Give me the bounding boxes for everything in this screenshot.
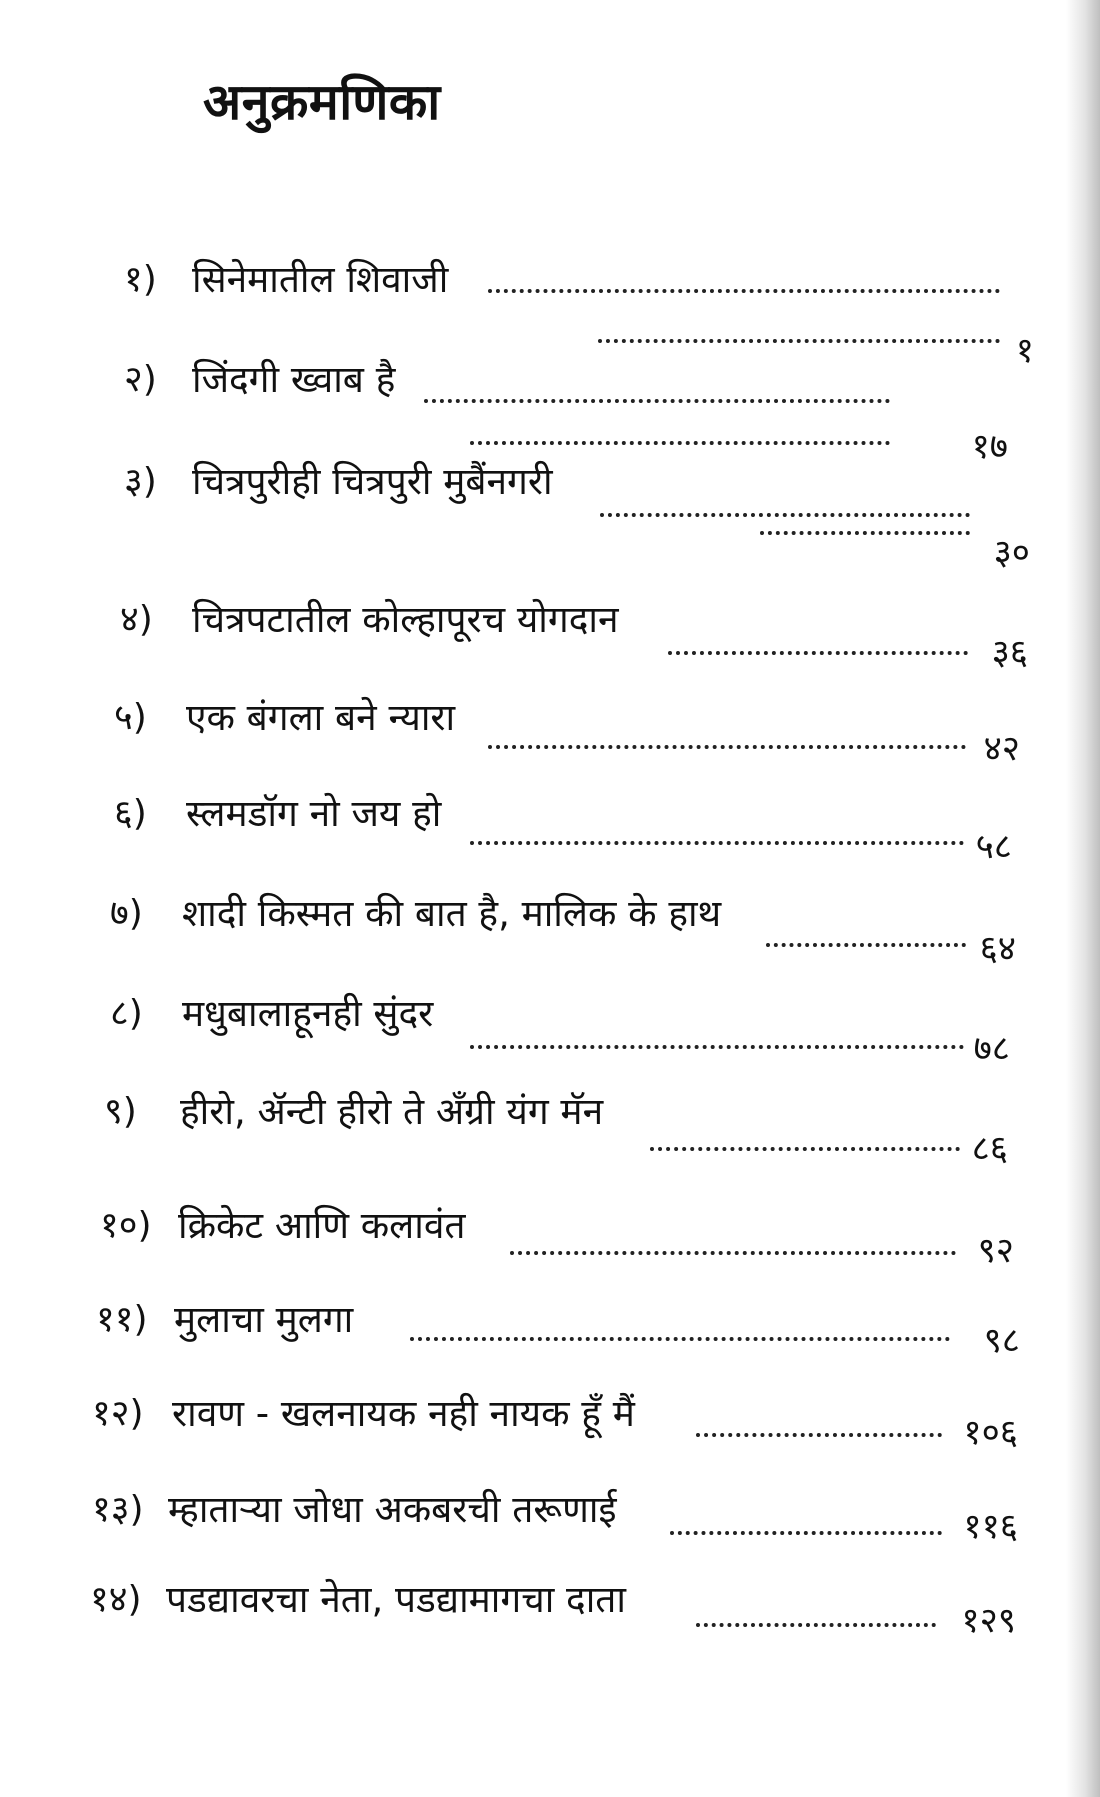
dot-leader <box>696 1433 942 1437</box>
toc-entry-10 <box>0 1201 1100 1291</box>
toc-entry-13 <box>0 1485 1100 1575</box>
entry-number: ४) <box>120 599 153 640</box>
entry-page-number: ४२ <box>983 729 1020 769</box>
entry-page-number: ३६ <box>991 633 1028 673</box>
toc-entry-5 <box>0 693 1100 783</box>
entry-number: ६) <box>114 793 147 834</box>
entry-title: सिनेमातील शिवाजी <box>192 258 449 301</box>
entry-number: ३) <box>124 461 157 502</box>
entry-page-number: ५८ <box>975 827 1012 867</box>
entry-number: १३) <box>92 1489 144 1530</box>
entry-number: १४) <box>90 1579 142 1620</box>
entry-number: १) <box>124 259 157 300</box>
entry-page-number: १२९ <box>961 1601 1016 1641</box>
entry-title: म्हाताऱ्या जोधा अकबरची तरूणाई <box>168 1488 617 1531</box>
dot-leader <box>670 1531 942 1535</box>
entry-number: ५) <box>114 697 147 738</box>
dot-leader <box>668 651 968 655</box>
entry-title: क्रिकेट आणि कलावंत <box>178 1204 466 1247</box>
toc-entry-3 <box>0 457 1100 573</box>
dot-leader <box>470 441 890 445</box>
toc-entry-12 <box>0 1389 1100 1479</box>
entry-title: शादी किस्मत की बात है, मालिक के हाथ <box>182 892 722 935</box>
entry-title: मधुबालाहूनही सुंदर <box>182 992 434 1035</box>
toc-entry-1 <box>0 255 1100 371</box>
dot-leader <box>488 745 966 749</box>
entry-page-number: १ <box>1015 331 1034 371</box>
dot-leader <box>600 513 970 517</box>
entry-page-number: ९८ <box>983 1321 1020 1361</box>
entry-page-number: १०६ <box>963 1413 1018 1453</box>
toc-entry-2 <box>0 355 1100 467</box>
dot-leader <box>470 841 964 845</box>
entry-number: ११) <box>96 1299 148 1340</box>
entry-title: हीरो, ॲन्टी हीरो ते अँग्री यंग मॅन <box>180 1090 604 1133</box>
dot-leader <box>470 1045 964 1049</box>
entry-title: रावण - खलनायक नही नायक हूँ मैं <box>172 1392 635 1435</box>
toc-entry-14 <box>0 1575 1100 1665</box>
dot-leader <box>510 1251 956 1255</box>
toc-entry-4 <box>0 595 1100 685</box>
entry-title: चित्रपटातील कोल्हापूरच योगदान <box>192 598 619 641</box>
entry-page-number: ११६ <box>963 1507 1018 1547</box>
entry-title: एक बंगला बने न्यारा <box>186 696 456 739</box>
dot-leader <box>410 1337 950 1341</box>
entry-title: स्लमडॉग नो जय हो <box>186 792 442 835</box>
entry-page-number: ६४ <box>979 929 1016 969</box>
entry-number: १२) <box>92 1393 144 1434</box>
toc-entry-11 <box>0 1295 1100 1385</box>
dot-leader <box>424 399 890 403</box>
entry-page-number: ८६ <box>971 1129 1008 1169</box>
entry-page-number: ३० <box>993 533 1030 573</box>
toc-entry-7 <box>0 889 1100 979</box>
entry-number: २) <box>124 359 157 400</box>
entry-page-number: ९२ <box>977 1231 1014 1271</box>
entry-title: जिंदगी ख्वाब है <box>192 358 396 401</box>
entry-number: ९) <box>104 1091 137 1132</box>
toc-entry-9 <box>0 1087 1100 1177</box>
entry-title: पडद्यावरचा नेता, पडद्यामागचा दाता <box>166 1578 626 1621</box>
entry-number: ८) <box>110 993 143 1034</box>
entry-page-number: ७८ <box>973 1029 1010 1069</box>
dot-leader <box>696 1623 936 1627</box>
entry-title: मुलाचा मुलगा <box>174 1298 354 1341</box>
page-title: अनुक्रमणिका <box>203 73 441 131</box>
dot-leader <box>488 289 1000 293</box>
toc-entry-6 <box>0 789 1100 879</box>
entry-number: १०) <box>100 1205 152 1246</box>
entry-title: चित्रपुरीही चित्रपुरी मुबैंनगरी <box>192 460 553 503</box>
toc-entry-8 <box>0 989 1100 1079</box>
entry-page-number: १७ <box>971 427 1008 467</box>
entry-number: ७) <box>110 893 143 934</box>
